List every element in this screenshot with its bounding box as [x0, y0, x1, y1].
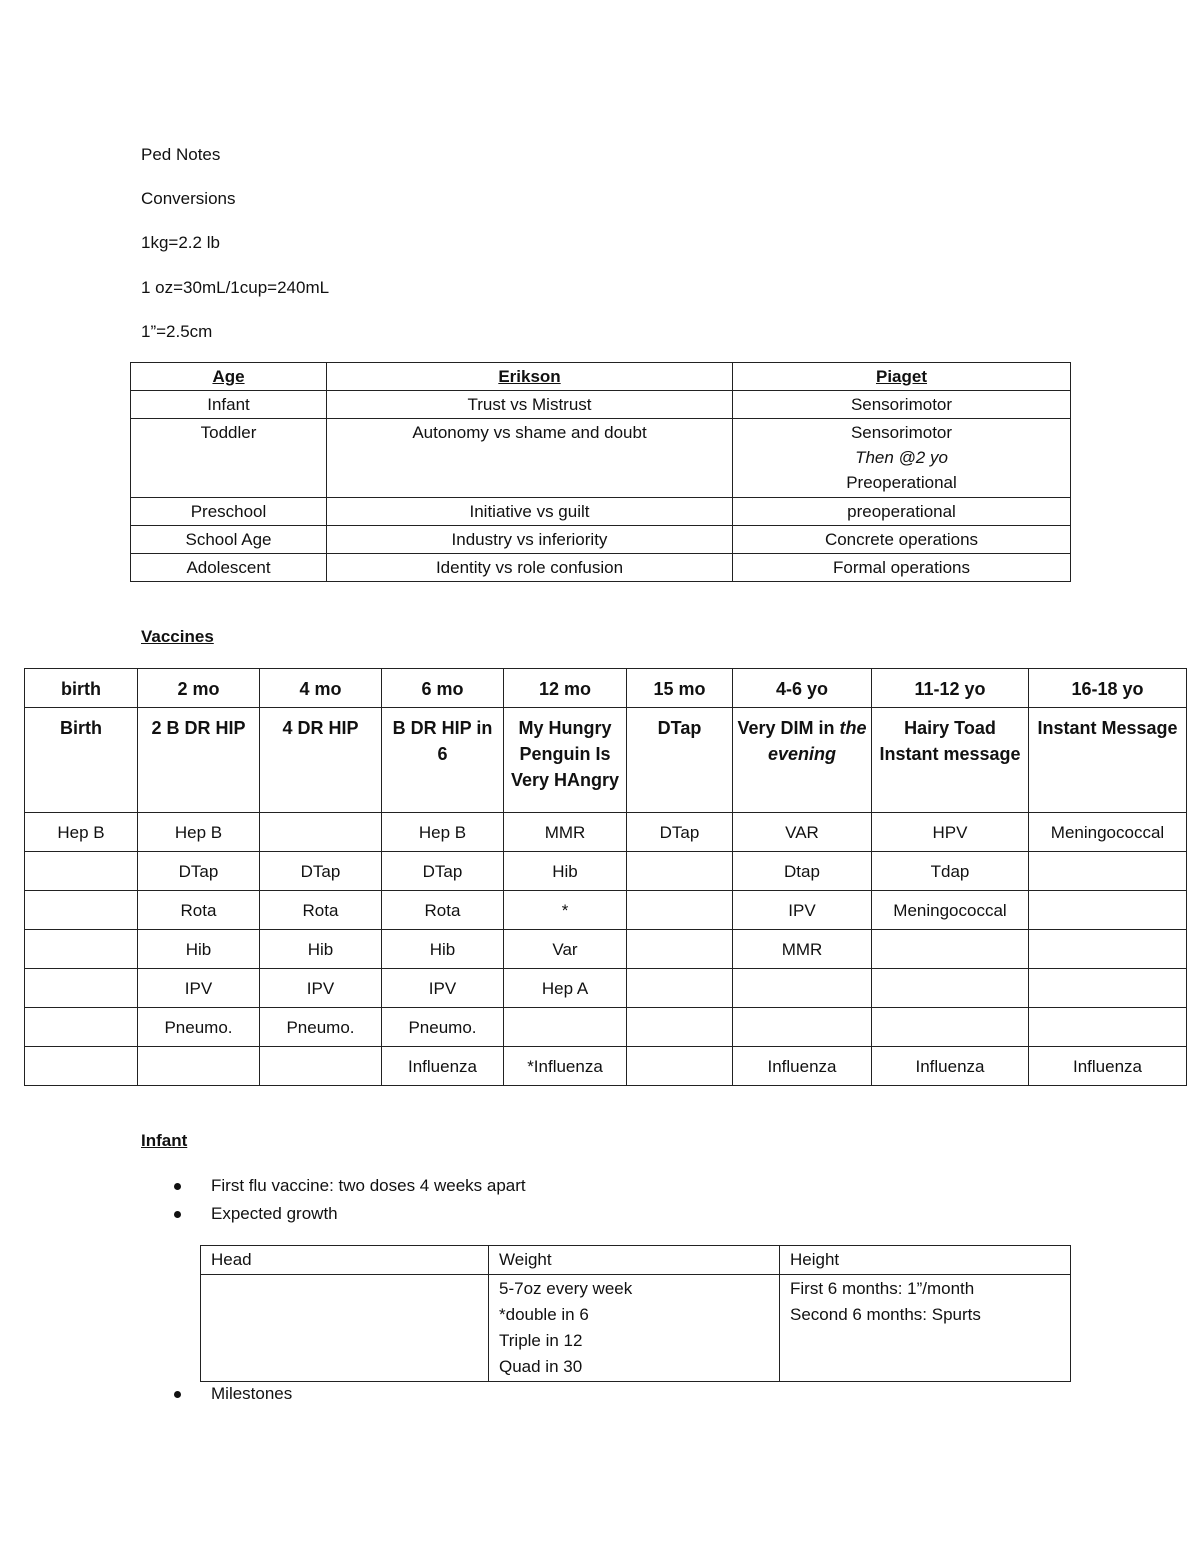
header-height: Height [780, 1246, 1071, 1275]
vaccine-cell: DTap [260, 852, 382, 891]
age-header: 4 mo [260, 669, 382, 708]
erikson-cell: Identity vs role confusion [327, 554, 733, 582]
age-header: 2 mo [138, 669, 260, 708]
vaccine-cell [1029, 930, 1187, 969]
age-cell: Toddler [131, 419, 327, 498]
conversion-inch: 1”=2.5cm [141, 322, 213, 341]
weight-line: Quad in 30 [499, 1357, 583, 1376]
piaget-cell: Sensorimotor [733, 391, 1071, 419]
age-header: 15 mo [627, 669, 733, 708]
development-theory-table [130, 362, 1071, 582]
infant-bullet-list-2 [0, 1380, 292, 1408]
table-row [131, 391, 1071, 419]
vaccine-cell [504, 1008, 627, 1047]
age-header: 4-6 yo [733, 669, 872, 708]
vaccine-cell: Meningococcal [872, 891, 1029, 930]
vaccine-cell: DTap [382, 852, 504, 891]
infant-heading: Infant [141, 1131, 188, 1150]
vaccine-cell: DTap [627, 813, 733, 852]
weight-line: 5-7oz every week [499, 1279, 633, 1298]
conversions-heading: Conversions [141, 189, 236, 208]
height-cell [780, 1275, 1071, 1382]
mnemonic-italic-text: the evening [767, 718, 867, 764]
vaccine-cell [1029, 969, 1187, 1008]
vaccine-cell [25, 1008, 138, 1047]
age-cell: Adolescent [131, 554, 327, 582]
vaccine-schedule-table [24, 668, 1187, 1086]
vaccine-cell [25, 930, 138, 969]
piaget-cell: preoperational [733, 498, 1071, 526]
vaccine-cell: MMR [504, 813, 627, 852]
vaccine-cell: Meningococcal [1029, 813, 1187, 852]
mnemonic-cell: Instant Message [1029, 708, 1187, 813]
vaccine-cell [872, 969, 1029, 1008]
vaccine-cell: Hep B [25, 813, 138, 852]
piaget-cell: Formal operations [733, 554, 1071, 582]
vaccines-heading: Vaccines [141, 627, 214, 646]
age-header: 12 mo [504, 669, 627, 708]
vaccine-cell: Pneumo. [382, 1008, 504, 1047]
vaccine-cell [25, 1047, 138, 1086]
vaccine-row [25, 930, 1187, 969]
vaccine-cell: Influenza [733, 1047, 872, 1086]
expected-growth-table [200, 1245, 1071, 1382]
vaccine-cell [872, 930, 1029, 969]
height-line: First 6 months: 1”/month [790, 1279, 975, 1298]
piaget-line: Sensorimotor [850, 423, 953, 442]
vaccine-cell: Rota [260, 891, 382, 930]
vaccine-cell: Hep B [382, 813, 504, 852]
mnemonic-cell: My Hungry Penguin Is Very HAngry [504, 708, 627, 813]
vaccine-cell [733, 969, 872, 1008]
mnemonic-cell: DTap [627, 708, 733, 813]
erikson-cell: Autonomy vs shame and doubt [327, 419, 733, 498]
conversion-kg: 1kg=2.2 lb [141, 233, 220, 252]
mnemonic-text: Very DIM in [737, 718, 835, 738]
vaccine-cell [627, 852, 733, 891]
bullet-icon [174, 1211, 181, 1218]
mnemonic-cell [733, 708, 872, 813]
age-cell: Infant [131, 391, 327, 419]
erikson-cell: Industry vs inferiority [327, 526, 733, 554]
vaccine-cell: Influenza [872, 1047, 1029, 1086]
bullet-icon [174, 1183, 181, 1190]
vaccine-cell: Pneumo. [260, 1008, 382, 1047]
table-row [131, 419, 1071, 498]
list-item: First flu vaccine: two doses 4 weeks apart [0, 1172, 526, 1200]
piaget-cell [733, 419, 1071, 498]
vaccine-row [25, 813, 1187, 852]
age-cell: Preschool [131, 498, 327, 526]
page-title: Ped Notes [141, 145, 221, 164]
vaccine-cell: IPV [138, 969, 260, 1008]
vaccine-cell: IPV [382, 969, 504, 1008]
vaccine-cell: Tdap [872, 852, 1029, 891]
vaccine-cell: Hib [260, 930, 382, 969]
piaget-cell: Concrete operations [733, 526, 1071, 554]
vaccine-cell: Hib [504, 852, 627, 891]
conversion-oz: 1 oz=30mL/1cup=240mL [141, 278, 330, 297]
erikson-cell: Initiative vs guilt [327, 498, 733, 526]
table-header-row [131, 363, 1071, 391]
vaccine-cell [872, 1008, 1029, 1047]
vaccine-cell: Influenza [382, 1047, 504, 1086]
age-header: birth [25, 669, 138, 708]
piaget-line: Then @2 yo [855, 448, 948, 467]
header-piaget: Piaget [733, 363, 1071, 391]
mnemonic-cell: 2 B DR HIP [138, 708, 260, 813]
vaccine-cell [1029, 1008, 1187, 1047]
vaccine-cell [1029, 891, 1187, 930]
table-row [131, 526, 1071, 554]
vaccine-cell: MMR [733, 930, 872, 969]
header-age: Age [131, 363, 327, 391]
table-row [131, 554, 1071, 582]
mnemonic-cell: Birth [25, 708, 138, 813]
weight-line: *double in 6 [499, 1305, 589, 1324]
vaccine-cell [25, 891, 138, 930]
header-erikson: Erikson [327, 363, 733, 391]
mnemonic-cell: 4 DR HIP [260, 708, 382, 813]
vaccine-cell: Hep A [504, 969, 627, 1008]
vaccine-cell [627, 969, 733, 1008]
vaccine-cell [627, 1008, 733, 1047]
vaccine-age-header-row [25, 669, 1187, 708]
vaccine-cell: * [504, 891, 627, 930]
vaccine-cell [627, 930, 733, 969]
header-head: Head [201, 1246, 489, 1275]
vaccine-cell [260, 813, 382, 852]
vaccine-cell: Hib [382, 930, 504, 969]
vaccine-cell [733, 1008, 872, 1047]
mnemonic-cell: B DR HIP in 6 [382, 708, 504, 813]
mnemonic-cell: Hairy Toad Instant message [872, 708, 1029, 813]
vaccine-cell: Rota [382, 891, 504, 930]
table-row [201, 1275, 1071, 1382]
bullet-icon [174, 1391, 181, 1398]
table-header-row [201, 1246, 1071, 1275]
vaccine-row [25, 852, 1187, 891]
vaccine-cell: VAR [733, 813, 872, 852]
vaccine-cell [627, 1047, 733, 1086]
weight-cell [489, 1275, 780, 1382]
age-header: 6 mo [382, 669, 504, 708]
height-line: Second 6 months: Spurts [790, 1305, 981, 1324]
vaccine-cell: Rota [138, 891, 260, 930]
age-header: 16-18 yo [1029, 669, 1187, 708]
age-cell: School Age [131, 526, 327, 554]
piaget-line: Preoperational [846, 473, 957, 492]
erikson-cell: Trust vs Mistrust [327, 391, 733, 419]
vaccine-cell [1029, 852, 1187, 891]
infant-bullet-list [0, 1172, 526, 1228]
head-cell [201, 1275, 489, 1382]
vaccine-cell: Pneumo. [138, 1008, 260, 1047]
vaccine-row [25, 969, 1187, 1008]
vaccine-row [25, 1008, 1187, 1047]
age-header: 11-12 yo [872, 669, 1029, 708]
vaccine-cell: *Influenza [504, 1047, 627, 1086]
vaccine-cell: Influenza [1029, 1047, 1187, 1086]
table-row [131, 498, 1071, 526]
vaccine-row [25, 1047, 1187, 1086]
vaccine-cell [25, 852, 138, 891]
vaccine-cell [260, 1047, 382, 1086]
list-item: Expected growth [0, 1200, 526, 1228]
vaccine-cell: Hib [138, 930, 260, 969]
vaccine-cell [25, 969, 138, 1008]
vaccine-cell: HPV [872, 813, 1029, 852]
vaccine-cell [627, 891, 733, 930]
mnemonic-row [25, 708, 1187, 813]
vaccine-cell: Hep B [138, 813, 260, 852]
header-weight: Weight [489, 1246, 780, 1275]
list-item: Milestones [0, 1380, 292, 1408]
vaccine-cell [138, 1047, 260, 1086]
vaccine-cell: Var [504, 930, 627, 969]
vaccine-cell: Dtap [733, 852, 872, 891]
vaccine-cell: IPV [733, 891, 872, 930]
weight-line: Triple in 12 [499, 1331, 583, 1350]
vaccine-cell: IPV [260, 969, 382, 1008]
vaccine-cell: DTap [138, 852, 260, 891]
vaccine-row [25, 891, 1187, 930]
